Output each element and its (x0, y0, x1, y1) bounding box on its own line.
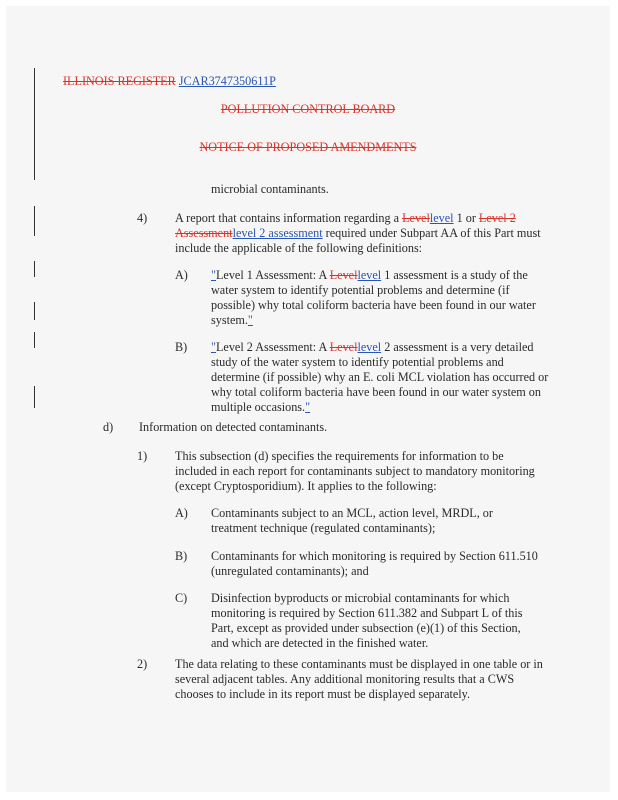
change-bar (34, 332, 35, 348)
continuation-text: microbial contaminants. (211, 182, 329, 196)
item-d1c-text: Disinfection byproducts or microbial contaminants for which monitoring is required by Section 611.382 and Subpart L of this Part, except as provided under subsection (e)(1) of this Section, and which are detected in the finished water. (211, 591, 523, 650)
change-bar (34, 68, 35, 180)
board-heading: POLLUTION CONTROL BOARD (220, 102, 396, 116)
item-label: d) (103, 420, 114, 434)
change-bar (34, 206, 35, 236)
register-inserted-text: JCAR3747350611P (178, 74, 276, 88)
change-bar (34, 386, 35, 408)
item-d1b-text: Contaminants for which monitoring is required by Section 611.510 (unregulated contaminants); and (211, 549, 538, 578)
item-d1-text: This subsection (d) specifies the requirements for information to be included in each report for contaminants subject to mandatory monitoring (except Cryptosporidium). It applies to the following: (175, 449, 535, 493)
definition-level-1: "Level 1 Assessment: A Levellevel 1 assessment is a study of the water system to identify potential problems and determine (if possible) why total coliform bacteria have been found in our water system." (211, 268, 536, 327)
item-4-text: A report that contains information regarding a Levellevel 1 or Level 2 Assessmentlevel 2 assessment required under Subpart AA of this Part must include the applicable of the following definitions: (175, 211, 541, 255)
notice-heading: NOTICE OF PROPOSED AMENDMENTS (199, 140, 417, 154)
item-label: B) (175, 340, 188, 354)
change-bar (34, 302, 35, 320)
change-bar (34, 261, 35, 277)
item-label: A) (175, 268, 188, 282)
item-d-text: Information on detected contaminants. (139, 420, 328, 434)
item-label: A) (175, 506, 188, 520)
item-d1a-text: Contaminants subject to an MCL, action level, MRDL, or treatment technique (regulated contaminants); (211, 506, 493, 535)
item-label: 4) (137, 211, 148, 225)
item-label: B) (175, 549, 188, 563)
item-d2-text: The data relating to these contaminants must be displayed in one table or in several adjacent tables. Any additional monitoring results that a CWS chooses to include in its report must be displayed separately. (175, 657, 543, 701)
item-label: C) (175, 591, 188, 605)
definition-level-2: "Level 2 Assessment: A Levellevel 2 assessment is a very detailed study of the water system to identify potential problems and determine (if possible) why an E. coli MCL violation has occurred or why total coliform bacteria have been found in our water system on multiple occasions." (211, 340, 549, 414)
register-heading (63, 74, 276, 89)
item-label: 2) (137, 657, 148, 671)
register-deleted-text: ILLINOIS REGISTER (63, 74, 176, 88)
item-label: 1) (137, 449, 148, 463)
document-page (6, 6, 610, 792)
